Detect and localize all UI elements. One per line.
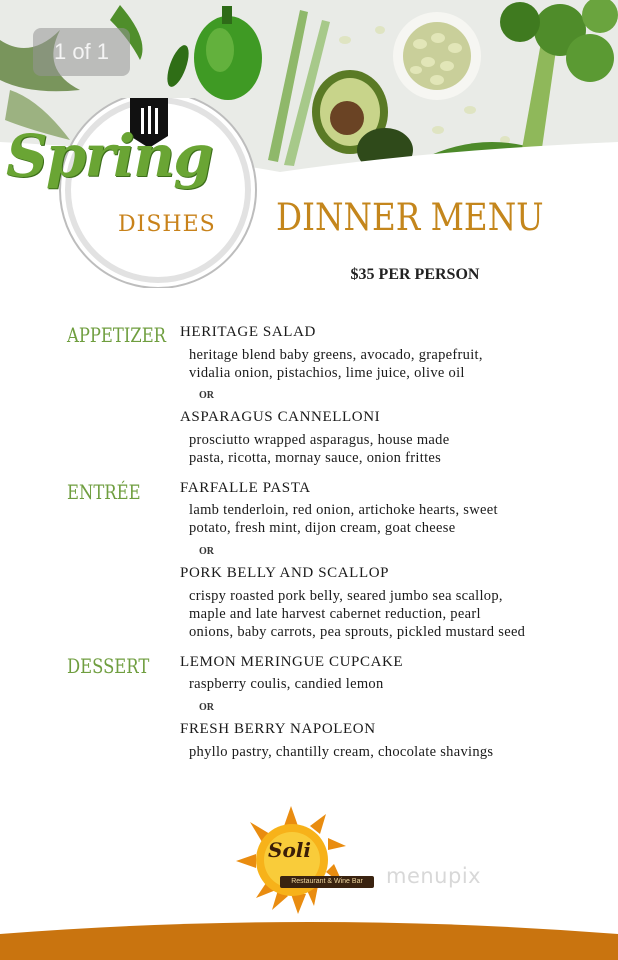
or-divider: OR bbox=[199, 702, 214, 713]
footer-wave bbox=[0, 918, 618, 960]
dish-description: raspberry coulis, candied lemon bbox=[189, 676, 384, 692]
dish-description: prosciutto wrapped asparagus, house made pasta, ricotta, mornay sauce, onion frittes bbox=[189, 432, 450, 466]
dish-farfalle-pasta: FARFALLE PASTA bbox=[180, 480, 311, 496]
dish-description: lamb tenderloin, red onion, artichoke hearts, sweet potato, fresh mint, dijon cream, goat cheese bbox=[189, 502, 498, 536]
footer-bar bbox=[0, 918, 618, 960]
soli-logo bbox=[236, 806, 376, 916]
badge-dishes: DISHES bbox=[118, 212, 216, 237]
or-divider: OR bbox=[199, 546, 214, 557]
dish-description: crispy roasted pork belly, seared jumbo sea scallop, maple and late harvest cabernet reduction, pearl onions, baby carrots, pea sprouts, pickled mustard seed bbox=[189, 588, 526, 640]
price-per-person: $35 PER PERSON bbox=[350, 266, 480, 283]
soli-logo-name: Soli bbox=[268, 838, 311, 862]
section-entree: ENTRÉE bbox=[67, 480, 141, 504]
badge-spring: Spring bbox=[6, 122, 212, 190]
page-counter[interactable]: 1 of 1 bbox=[33, 28, 130, 76]
section-dessert: DESSERT bbox=[67, 654, 150, 678]
or-divider: OR bbox=[199, 390, 214, 401]
dish-pork-belly-scallop: PORK BELLY AND SCALLOP bbox=[180, 565, 390, 581]
dish-fresh-berry-napoleon: FRESH BERRY NAPOLEON bbox=[180, 721, 376, 737]
dish-heritage-salad: HERITAGE SALAD bbox=[180, 324, 316, 340]
menupix-watermark: menupix bbox=[386, 864, 482, 888]
page-title: DINNER MENU bbox=[276, 196, 544, 239]
section-appetizer: APPETIZER bbox=[67, 323, 167, 347]
dish-description: heritage blend baby greens, avocado, grapefruit, vidalia onion, pistachios, lime juice, olive oil bbox=[189, 347, 483, 381]
dish-asparagus-cannelloni: ASPARAGUS CANNELLONI bbox=[180, 409, 381, 425]
dish-lemon-meringue-cupcake: LEMON MERINGUE CUPCAKE bbox=[180, 654, 404, 670]
soli-logo-subtitle: Restaurant & Wine Bar bbox=[280, 876, 374, 888]
dish-description: phyllo pastry, chantilly cream, chocolate shavings bbox=[189, 744, 494, 760]
